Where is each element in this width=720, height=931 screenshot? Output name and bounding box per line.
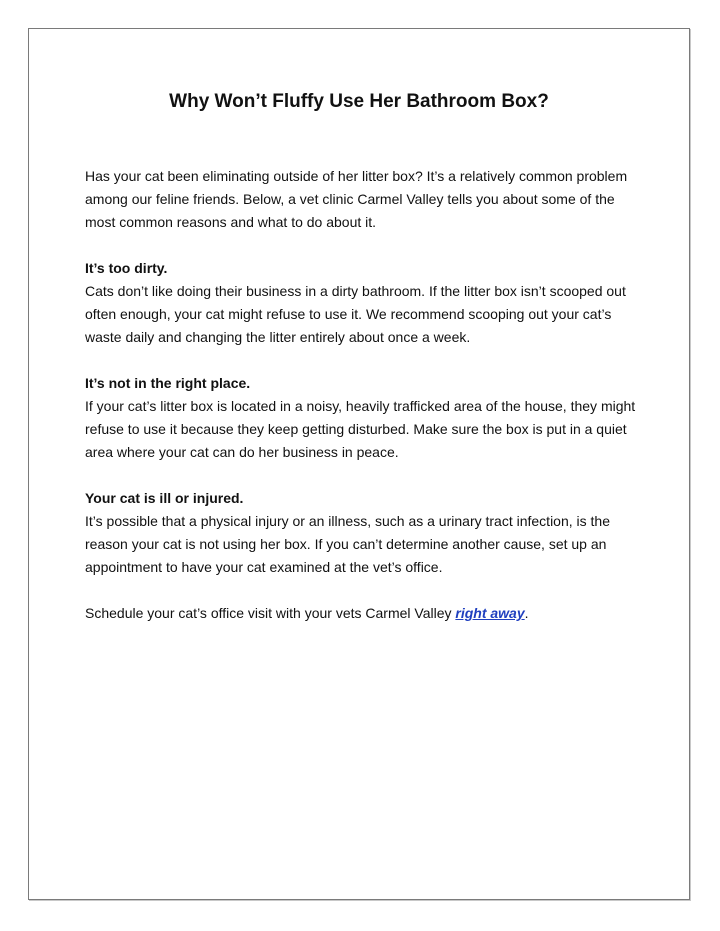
intro-paragraph: Has your cat been eliminating outside of her litter box? It’s a relatively common problem among our feline friends. Below, a vet clinic Carmel Valley tells you about some of the most common reasons and what to do about it. <box>85 168 628 230</box>
document-page <box>28 28 690 900</box>
closing-text: Schedule your cat’s office visit with your vets Carmel Valley <box>85 605 456 621</box>
document-body <box>85 165 645 648</box>
section-heading: It’s not in the right place. <box>85 375 251 391</box>
section-ill-injured <box>85 487 645 579</box>
closing-paragraph <box>85 602 645 625</box>
section-heading: It’s too dirty. <box>85 260 168 276</box>
section-wrong-place <box>85 372 645 464</box>
section-too-dirty <box>85 257 645 349</box>
section-text: If your cat’s litter box is located in a noisy, heavily trafficked area of the house, they might refuse to use it because they keep getting disturbed. Make sure the box is put in a quiet area where your cat can do her business in peace. <box>85 398 636 460</box>
page-title: Why Won’t Fluffy Use Her Bathroom Box? <box>169 91 549 112</box>
right-away-link[interactable]: right away <box>455 605 525 621</box>
section-text: It’s possible that a physical injury or an illness, such as a urinary tract infection, is the reason your cat is not using her box. If you can’t determine another cause, set up an appointment to have your cat examined at the vet’s office. <box>85 513 610 575</box>
closing-period: . <box>524 605 529 621</box>
section-text: Cats don’t like doing their business in a dirty bathroom. If the litter box isn’t scooped out often enough, your cat might refuse to use it. We recommend scooping out your cat’s waste daily and changing the litter entirely about once a week. <box>85 283 626 345</box>
section-heading: Your cat is ill or injured. <box>85 490 244 506</box>
